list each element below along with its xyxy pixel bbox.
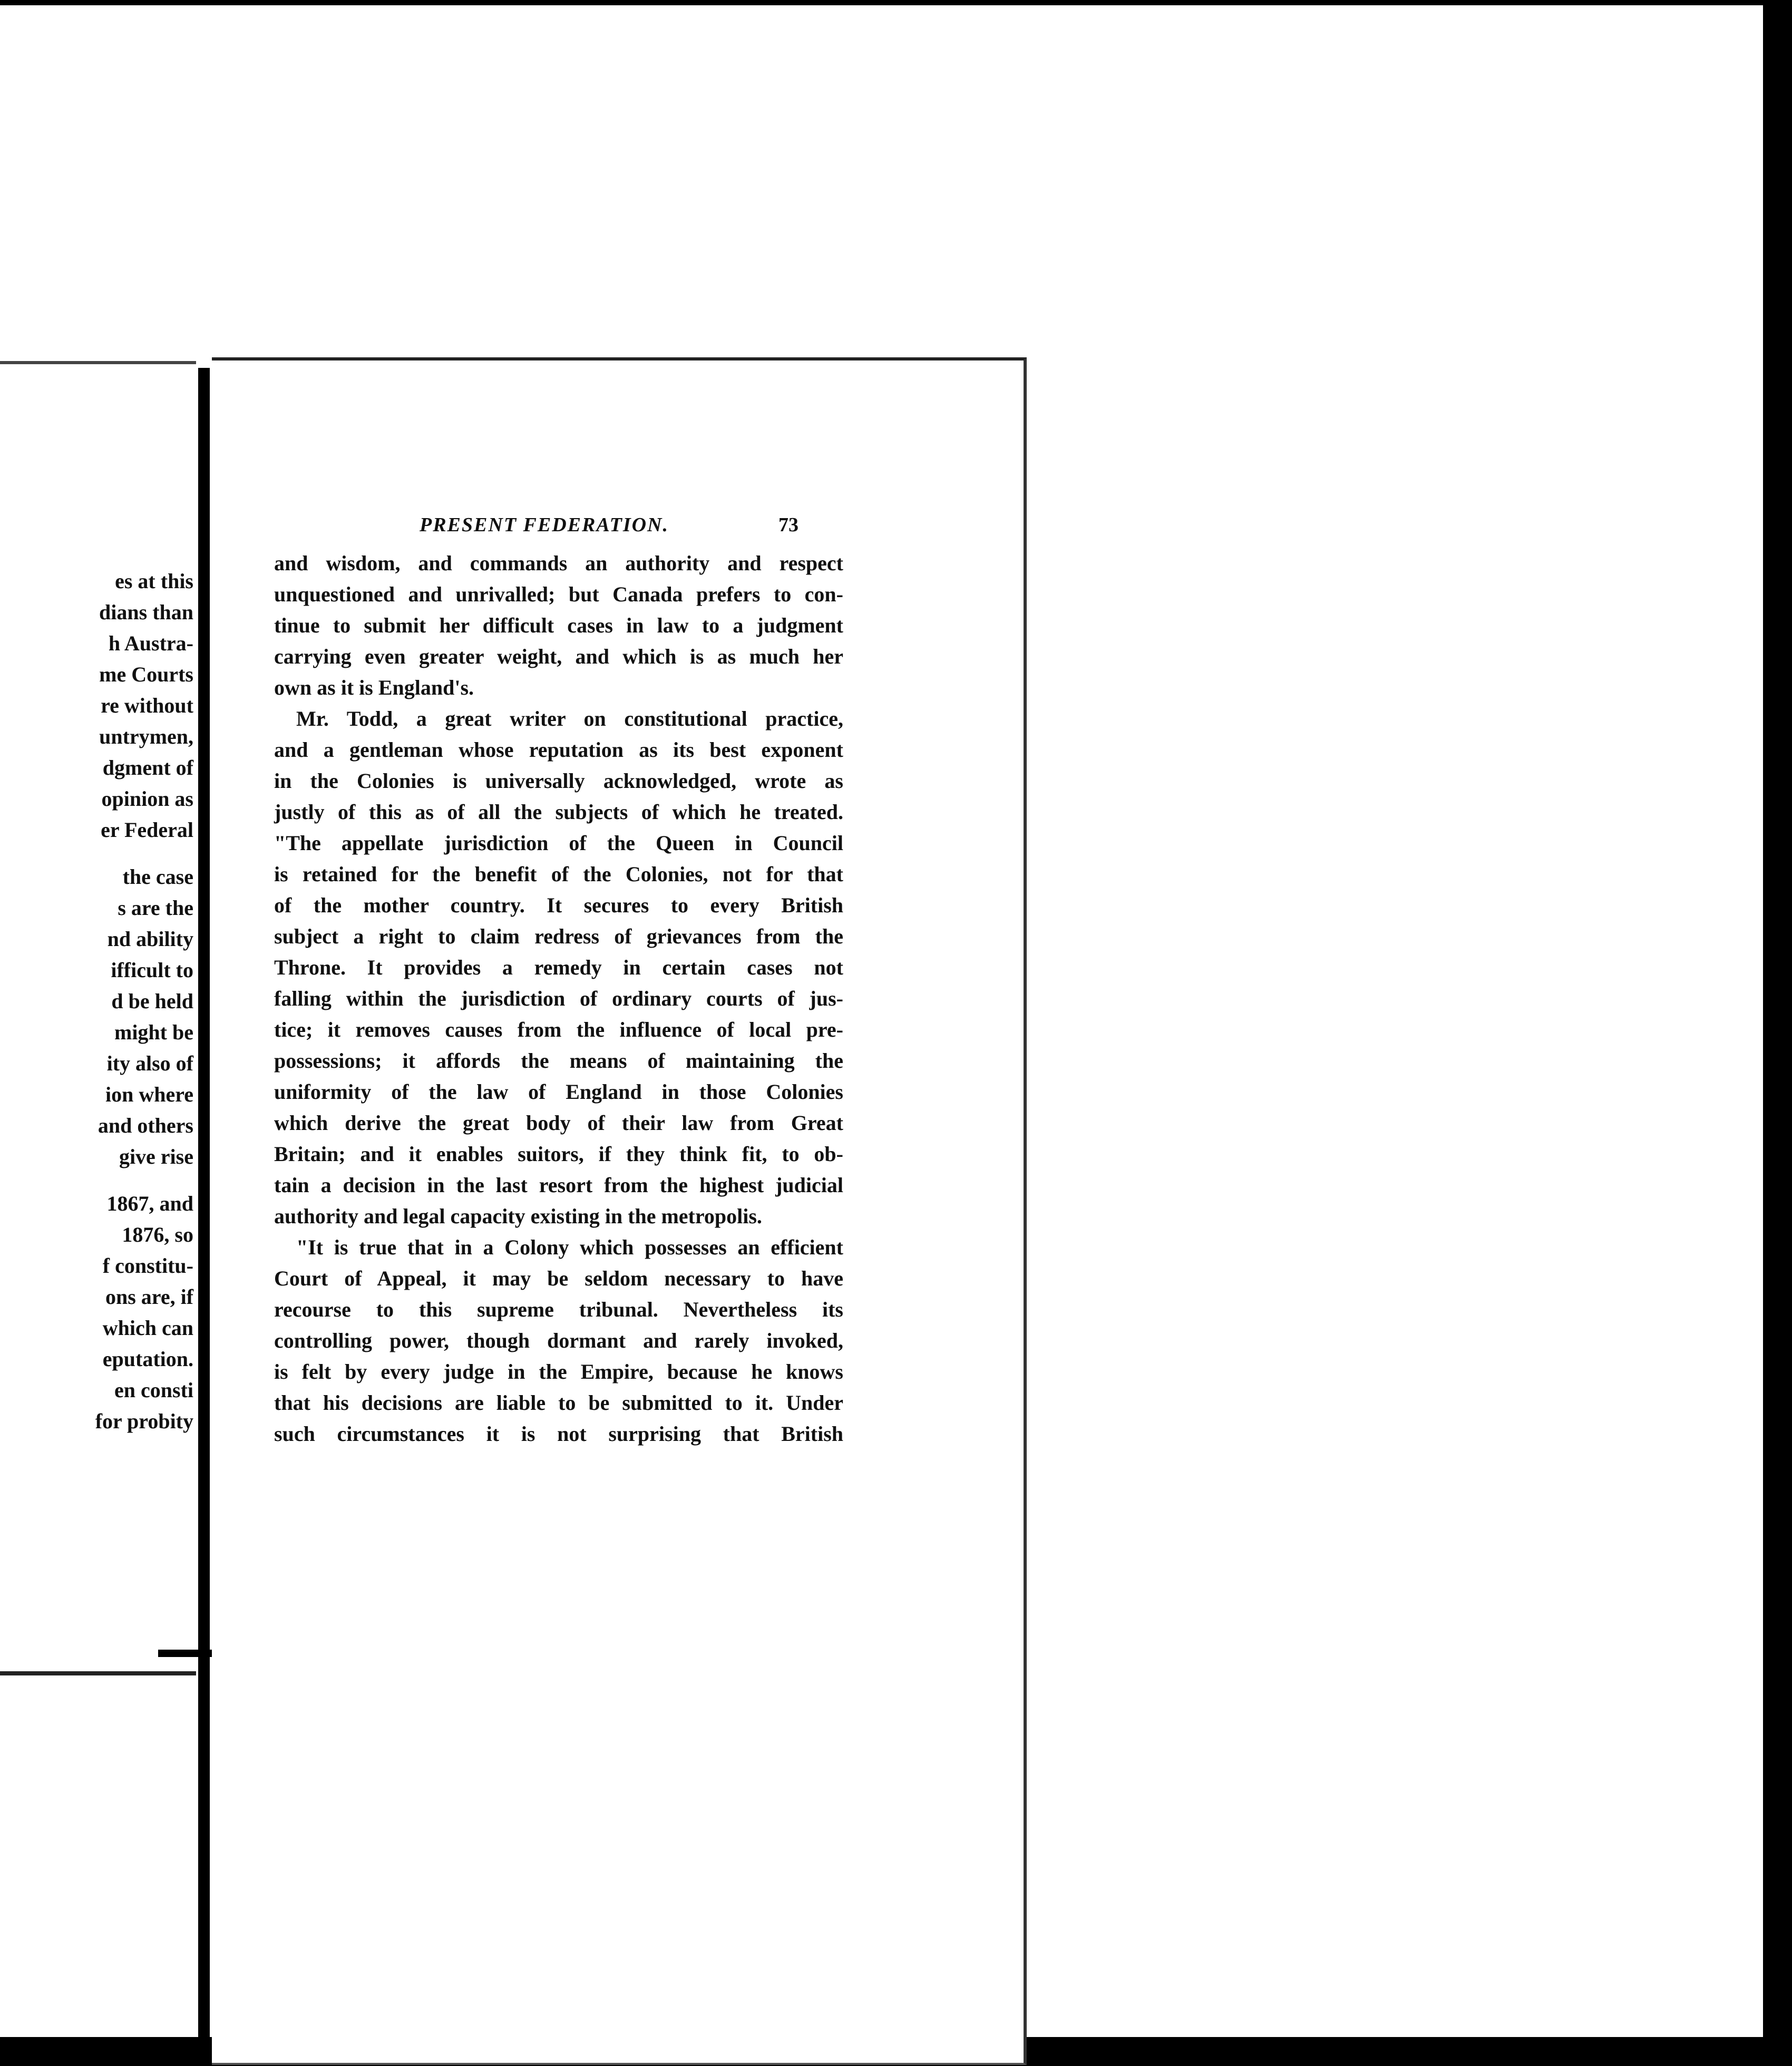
- left-line: might be: [114, 1020, 193, 1044]
- text-line: tinue to submit her difficult cases in law to a judgment: [274, 613, 843, 637]
- text-line: and a gentleman whose reputation as its best exponent: [274, 738, 843, 762]
- previous-page-text: [95, 566, 193, 1437]
- left-line: for probity: [95, 1409, 193, 1433]
- left-line: 1876, so: [122, 1223, 193, 1246]
- left-line: untrymen,: [99, 725, 193, 748]
- scan-right-border: [1763, 0, 1792, 2066]
- text-line: Mr. Todd, a great writer on constitutional practice,: [296, 707, 843, 730]
- left-line: f constitu-: [102, 1254, 193, 1278]
- left-line: ifficult to: [111, 958, 193, 982]
- text-line: such circumstances it is not surprising that British: [274, 1422, 843, 1446]
- left-line: d be held: [111, 989, 193, 1013]
- running-head: PRESENT FEDERATION.: [420, 514, 669, 536]
- text-line: is retained for the benefit of the Colonies, not for that: [274, 862, 843, 886]
- text-line: "The appellate jurisdiction of the Queen in Council: [274, 831, 843, 855]
- text-line: Britain; and it enables suitors, if they think fit, to ob-: [274, 1142, 843, 1166]
- text-line: possessions; it affords the means of maintaining the: [274, 1049, 843, 1073]
- left-line: me Courts: [99, 662, 193, 686]
- left-line: nd ability: [107, 927, 193, 951]
- text-line: own as it is England's.: [274, 676, 474, 699]
- scan-top-border: [0, 0, 1792, 5]
- left-line: the case: [122, 865, 193, 889]
- left-line: 1867, and: [106, 1192, 193, 1215]
- text-line: recourse to this supreme tribunal. Nevertheless its: [274, 1298, 843, 1321]
- text-line: tice; it removes causes from the influence of local pre-: [274, 1018, 843, 1041]
- text-line: subject a right to claim redress of grievances from the: [274, 924, 843, 948]
- text-line: which derive the great body of their law from Great: [274, 1111, 843, 1135]
- left-line: opinion as: [101, 787, 193, 811]
- left-line: s are the: [118, 896, 193, 920]
- left-line: give rise: [119, 1145, 193, 1168]
- book-spine-shadow: [198, 368, 210, 2066]
- text-line: that his decisions are liable to be submitted to it. Under: [274, 1391, 843, 1415]
- text-line: of the mother country. It secures to every British: [274, 893, 843, 917]
- left-line: dgment of: [102, 756, 193, 779]
- page-number: 73: [778, 514, 798, 536]
- page-body-text: [274, 548, 843, 1449]
- left-line: eputation.: [102, 1347, 193, 1371]
- left-line: er Federal: [101, 818, 193, 842]
- left-line: ons are, if: [105, 1285, 193, 1309]
- text-line: authority and legal capacity existing in the metropolis.: [274, 1204, 762, 1228]
- previous-page-fragment: [0, 361, 196, 1675]
- left-line: en consti: [114, 1378, 193, 1402]
- text-line: tain a decision in the last resort from the highest judicial: [274, 1173, 843, 1197]
- left-line: ion where: [105, 1083, 193, 1106]
- text-line: in the Colonies is universally acknowledged, wrote as: [274, 769, 843, 793]
- text-line: Court of Appeal, it may be seldom necessary to have: [274, 1266, 843, 1290]
- text-line: is felt by every judge in the Empire, because he knows: [274, 1360, 843, 1383]
- text-line: controlling power, though dormant and rarely invoked,: [274, 1329, 843, 1352]
- text-line: justly of this as of all the subjects of which he treated.: [274, 800, 843, 824]
- left-line: ity also of: [106, 1051, 193, 1075]
- left-line: which can: [102, 1316, 193, 1340]
- text-line: carrying even greater weight, and which is as much her: [274, 645, 843, 668]
- left-line: h Austra-: [108, 631, 193, 655]
- text-line: and wisdom, and commands an authority and respect: [274, 551, 843, 575]
- text-line: Throne. It provides a remedy in certain cases not: [274, 956, 843, 979]
- left-line-gap: [95, 845, 193, 861]
- book-page: [212, 357, 1027, 2065]
- left-line-gap: [95, 1172, 193, 1188]
- text-line: "It is true that in a Colony which possesses an efficient: [296, 1235, 843, 1259]
- text-line: unquestioned and unrivalled; but Canada prefers to con-: [274, 582, 843, 606]
- left-line: and others: [98, 1114, 193, 1137]
- left-line: dians than: [99, 600, 193, 624]
- left-line: re without: [101, 694, 193, 717]
- text-line: falling within the jurisdiction of ordinary courts of jus-: [274, 987, 843, 1010]
- left-line: es at this: [115, 569, 193, 593]
- text-line: uniformity of the law of England in those Colonies: [274, 1080, 843, 1104]
